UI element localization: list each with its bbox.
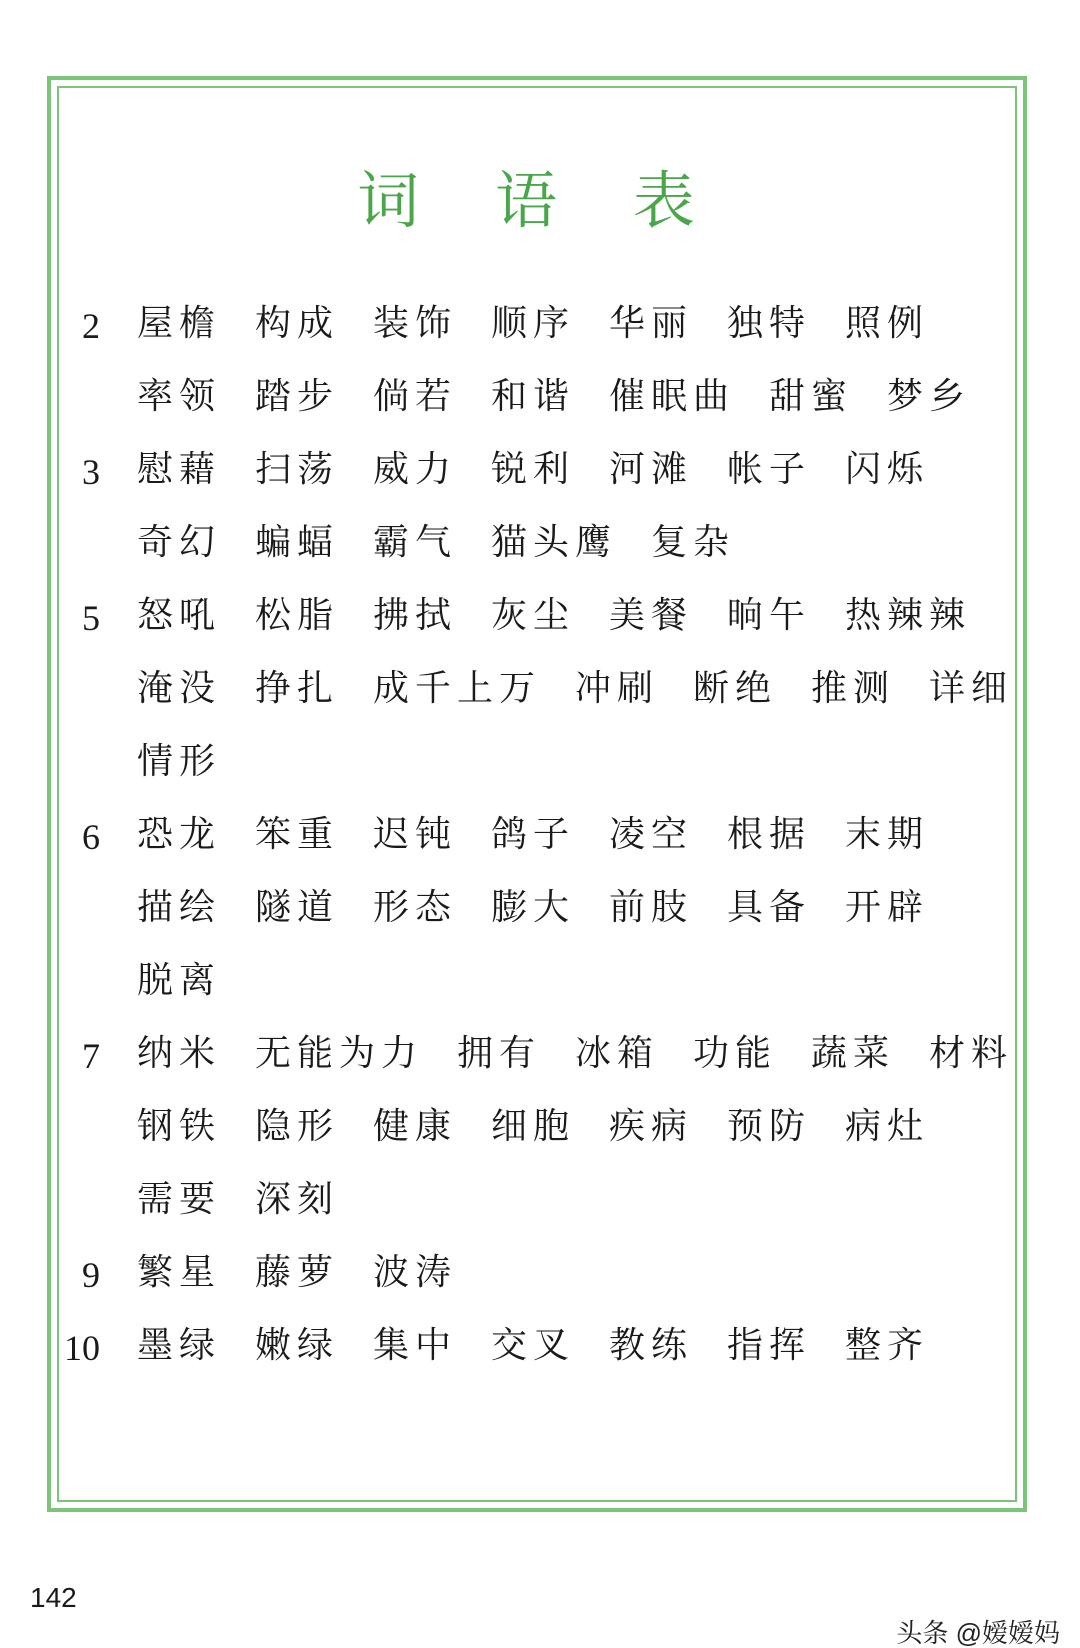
vocab-word: 河滩 bbox=[609, 449, 694, 490]
vocab-word: 集中 bbox=[373, 1325, 458, 1366]
vocab-word: 恐龙 bbox=[137, 814, 222, 855]
vocab-word: 装饰 bbox=[373, 303, 458, 344]
vocab-word: 纳米 bbox=[137, 1033, 222, 1074]
vocab-word: 蝙蝠 bbox=[255, 522, 340, 563]
lesson-number: 6 bbox=[82, 817, 100, 857]
vocab-word: 凌空 bbox=[609, 814, 694, 855]
vocab-word: 繁星 bbox=[137, 1252, 222, 1293]
vocab-word: 疾病 bbox=[609, 1106, 694, 1147]
vocab-word: 怒吼 bbox=[137, 595, 222, 636]
vocab-word: 顺序 bbox=[491, 303, 576, 344]
vocab-word: 末期 bbox=[845, 814, 930, 855]
vocab-word: 无能为力 bbox=[255, 1033, 424, 1074]
vocab-word: 松脂 bbox=[255, 595, 340, 636]
vocab-word: 情形 bbox=[137, 741, 222, 782]
vocab-word: 锐利 bbox=[491, 449, 576, 490]
vocab-word: 华丽 bbox=[609, 303, 694, 344]
vocab-word: 详细 bbox=[929, 668, 1014, 709]
vocab-word: 照例 bbox=[845, 303, 930, 344]
vocab-word: 健康 bbox=[373, 1106, 458, 1147]
vocab-word: 奇幻 bbox=[137, 522, 222, 563]
vocab-word: 脱离 bbox=[137, 960, 222, 1001]
vocab-word: 断绝 bbox=[693, 668, 778, 709]
vocab-word: 指挥 bbox=[727, 1325, 812, 1366]
vocab-word: 描绘 bbox=[137, 887, 222, 928]
vocab-word: 催眠曲 bbox=[609, 376, 736, 417]
vocab-word: 具备 bbox=[727, 887, 812, 928]
vocab-word: 成千上万 bbox=[373, 668, 542, 709]
vocab-word: 威力 bbox=[373, 449, 458, 490]
vocab-word: 开辟 bbox=[845, 887, 930, 928]
vocab-word: 细胞 bbox=[491, 1106, 576, 1147]
vocab-word: 鸽子 bbox=[491, 814, 576, 855]
vocab-word: 前肢 bbox=[609, 887, 694, 928]
vocab-word: 冲刷 bbox=[575, 668, 660, 709]
lesson-number: 7 bbox=[82, 1036, 100, 1076]
vocab-word: 交叉 bbox=[491, 1325, 576, 1366]
vocab-word: 教练 bbox=[609, 1325, 694, 1366]
vocab-word: 美餐 bbox=[609, 595, 694, 636]
vocab-word: 踏步 bbox=[255, 376, 340, 417]
vocab-word: 屋檐 bbox=[137, 303, 222, 344]
vocab-word: 迟钝 bbox=[373, 814, 458, 855]
vocab-word: 笨重 bbox=[255, 814, 340, 855]
vocab-word: 形态 bbox=[373, 887, 458, 928]
vocab-word: 挣扎 bbox=[255, 668, 340, 709]
vocab-word: 需要 bbox=[137, 1179, 222, 1220]
vocab-word: 墨绿 bbox=[137, 1325, 222, 1366]
vocab-word: 推测 bbox=[811, 668, 896, 709]
vocab-word: 和谐 bbox=[491, 376, 576, 417]
vocab-word: 复杂 bbox=[651, 522, 736, 563]
vocab-word: 功能 bbox=[693, 1033, 778, 1074]
vocab-word: 热辣辣 bbox=[845, 595, 972, 636]
vocab-word: 构成 bbox=[255, 303, 340, 344]
vocab-word: 钢铁 bbox=[137, 1106, 222, 1147]
vocab-word: 隐形 bbox=[255, 1106, 340, 1147]
vocab-word: 预防 bbox=[727, 1106, 812, 1147]
lesson-number: 9 bbox=[82, 1255, 100, 1295]
page-number: 142 bbox=[30, 1582, 77, 1613]
vocab-word: 材料 bbox=[929, 1033, 1014, 1074]
vocab-word: 深刻 bbox=[255, 1179, 340, 1220]
vocab-word: 隧道 bbox=[255, 887, 340, 928]
vocab-word: 冰箱 bbox=[575, 1033, 660, 1074]
lesson-number: 5 bbox=[82, 598, 100, 638]
vocab-word: 拂拭 bbox=[373, 595, 458, 636]
vocab-word: 甜蜜 bbox=[769, 376, 854, 417]
vocab-word: 霸气 bbox=[373, 522, 458, 563]
vocab-word: 倘若 bbox=[373, 376, 458, 417]
vocab-word: 梦乡 bbox=[887, 376, 972, 417]
vocab-word: 率领 bbox=[137, 376, 222, 417]
vocab-word: 藤萝 bbox=[255, 1252, 340, 1293]
lesson-number: 2 bbox=[82, 306, 100, 346]
vocab-word: 淹没 bbox=[137, 668, 222, 709]
lesson-number: 3 bbox=[82, 452, 100, 492]
vocab-word: 晌午 bbox=[727, 595, 812, 636]
vocab-word: 帐子 bbox=[727, 449, 812, 490]
vocab-word: 慰藉 bbox=[137, 449, 222, 490]
vocab-word: 嫩绿 bbox=[255, 1325, 340, 1366]
vocab-word: 闪烁 bbox=[845, 449, 930, 490]
vocab-word: 根据 bbox=[727, 814, 812, 855]
vocab-word: 拥有 bbox=[457, 1033, 542, 1074]
vocab-word: 整齐 bbox=[845, 1325, 930, 1366]
lesson-number: 10 bbox=[64, 1328, 100, 1368]
vocab-word: 病灶 bbox=[845, 1106, 930, 1147]
vocab-word: 猫头鹰 bbox=[491, 522, 618, 563]
vocab-word: 灰尘 bbox=[491, 595, 576, 636]
watermark: 头条 @嫒嫒妈 bbox=[896, 1618, 1060, 1648]
vocab-word: 波涛 bbox=[373, 1252, 458, 1293]
vocab-word: 扫荡 bbox=[255, 449, 340, 490]
vocab-word: 膨大 bbox=[491, 887, 576, 928]
page-title: 词 语 表 bbox=[357, 164, 723, 237]
vocab-word: 蔬菜 bbox=[811, 1033, 896, 1074]
vocab-word: 独特 bbox=[727, 303, 812, 344]
